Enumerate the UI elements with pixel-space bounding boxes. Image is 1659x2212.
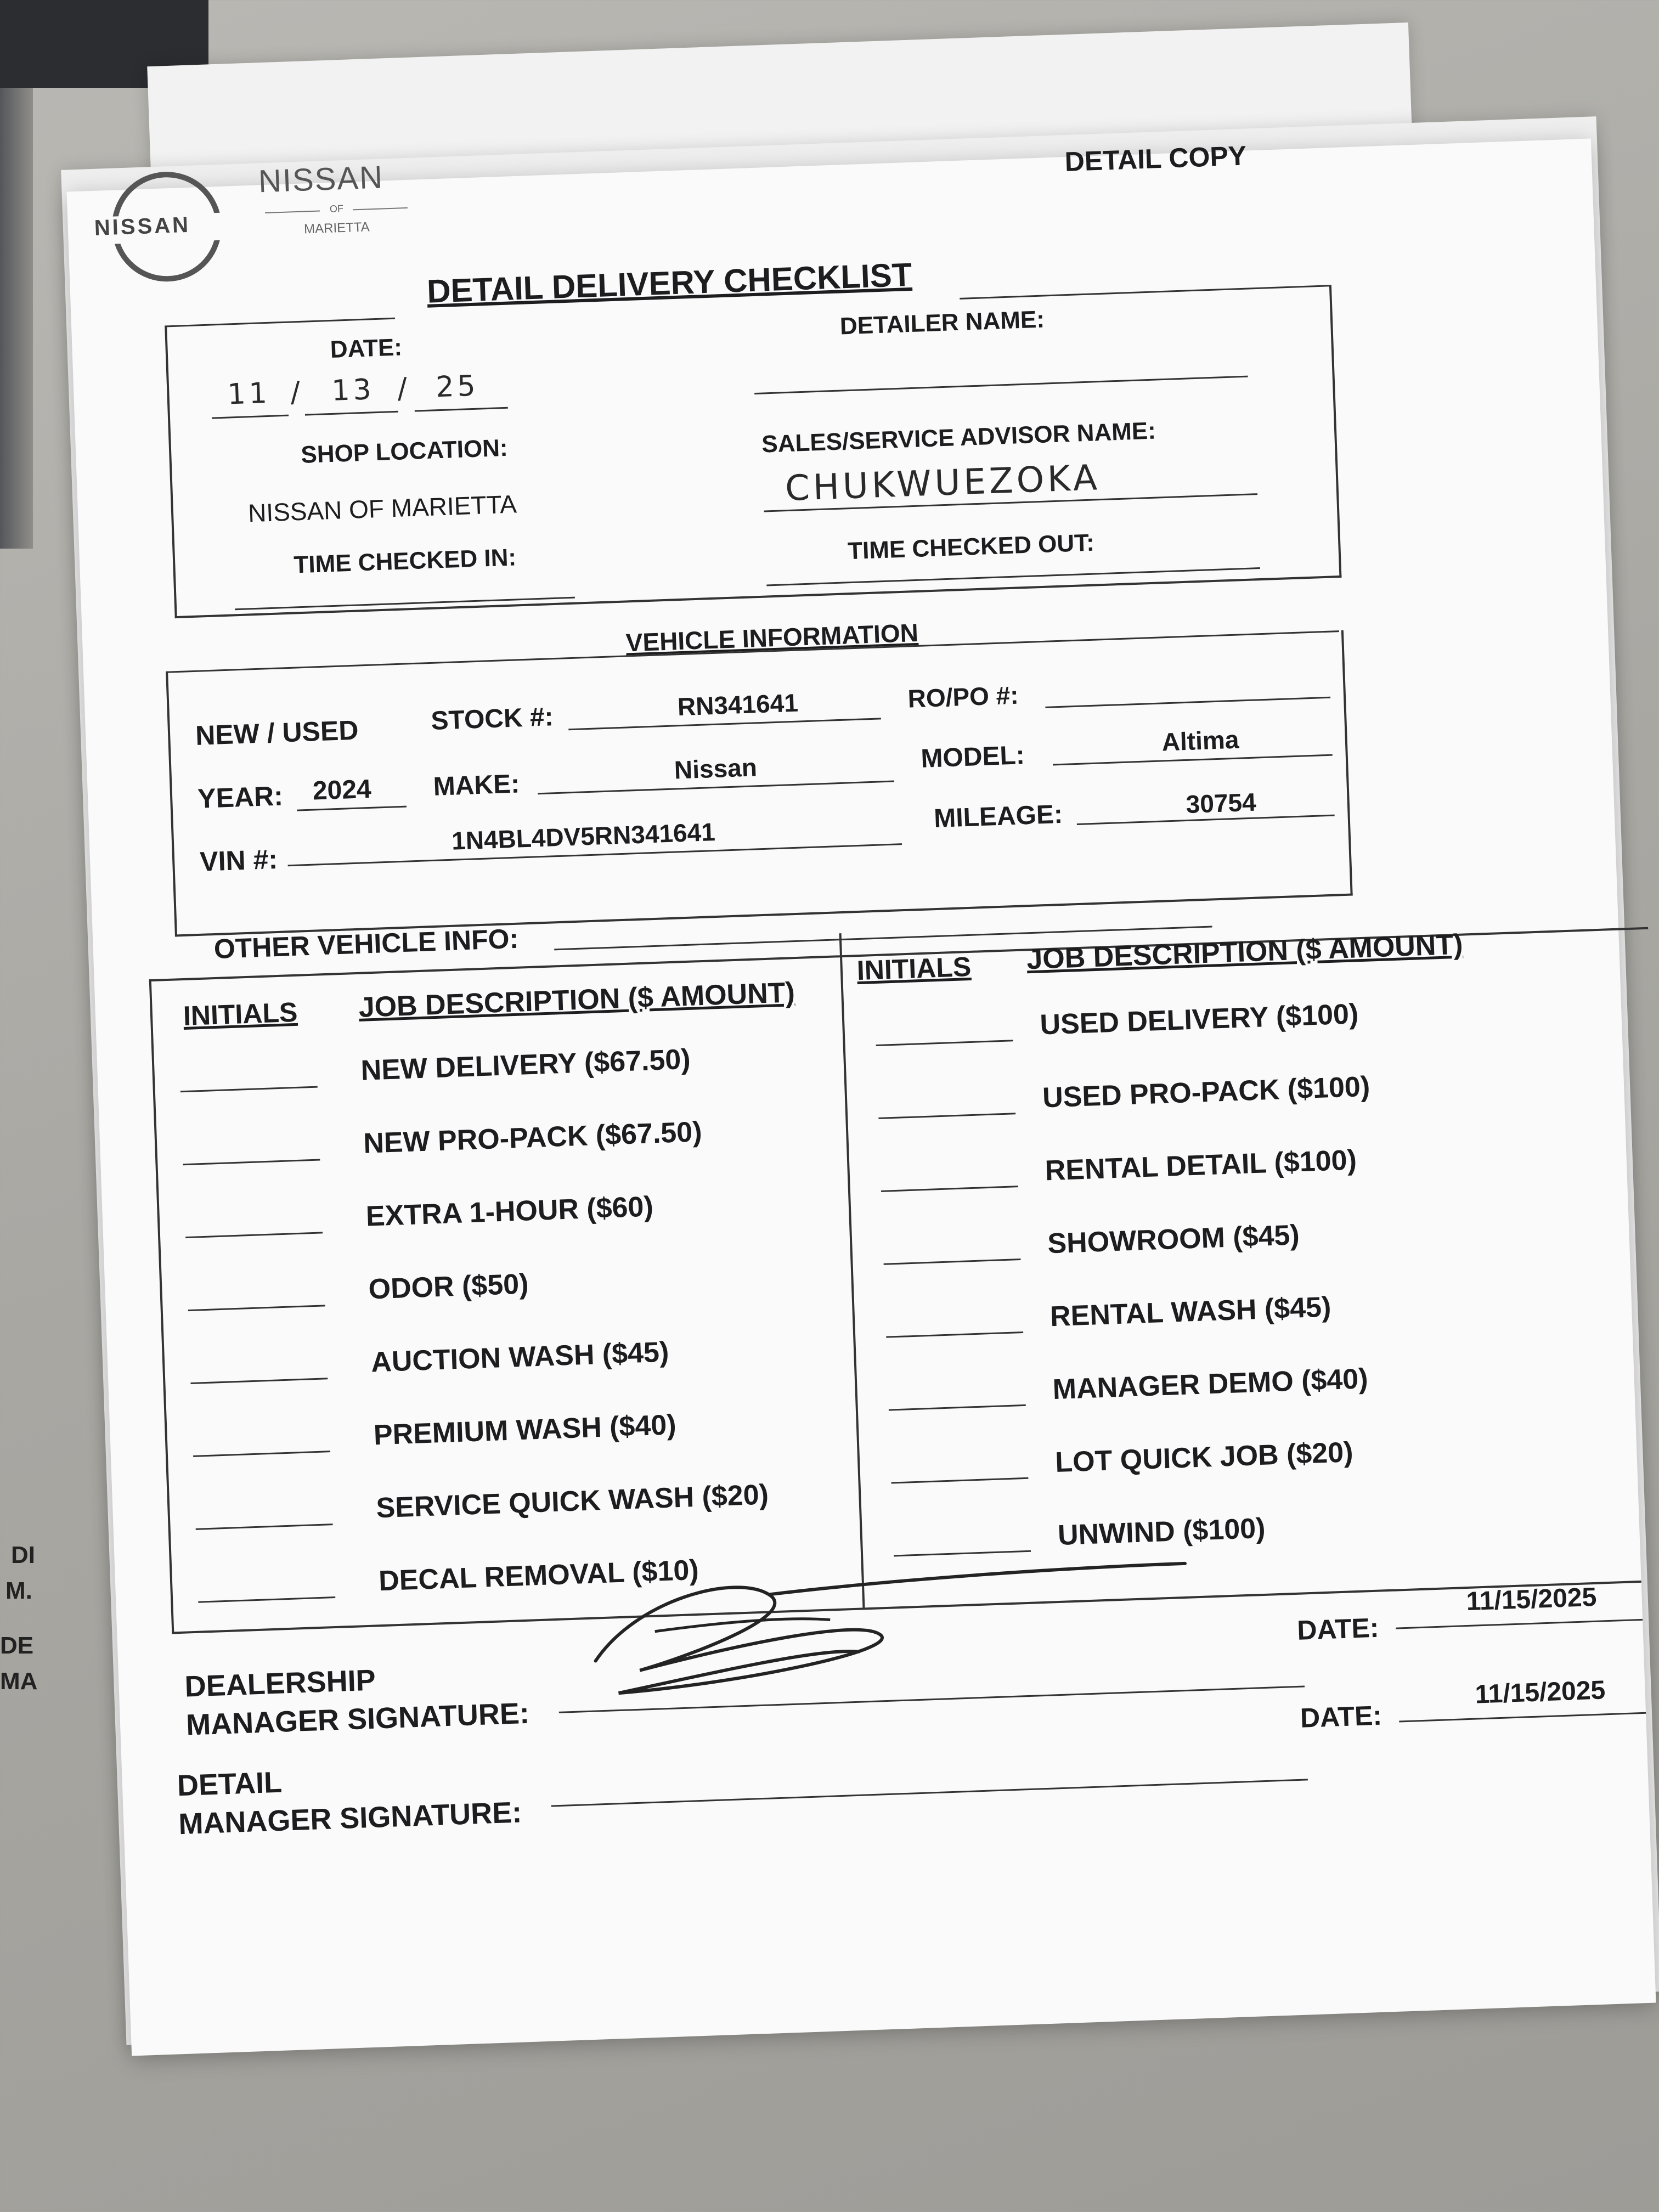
detail-date-value: 11/15/2025 [1474, 1675, 1606, 1709]
vin-label: VIN #: [199, 843, 278, 877]
page-title: DETAIL DELIVERY CHECKLIST [426, 256, 913, 310]
vehicle-section-title: VEHICLE INFORMATION [625, 618, 919, 657]
shop-location-value: NISSAN OF MARIETTA [247, 489, 517, 528]
job-item: RENTAL DETAIL ($100) [1044, 1144, 1357, 1187]
job-item: RENTAL WASH ($45) [1049, 1291, 1332, 1333]
job-item: SERVICE QUICK WASH ($20) [375, 1479, 769, 1525]
initials-header-left: INITIALS [183, 996, 298, 1032]
mileage-label: MILEAGE: [933, 799, 1063, 834]
model-value: Altima [1161, 725, 1240, 757]
stock-label: STOCK #: [430, 702, 554, 736]
detail-date-label: DATE: [1300, 1700, 1383, 1734]
make-label: MAKE: [432, 769, 520, 802]
detail-label-line2: MANAGER SIGNATURE: [178, 1796, 523, 1841]
detailer-name-label: DETAILER NAME: [839, 306, 1045, 340]
year-label: YEAR: [197, 780, 284, 814]
job-item: NEW PRO-PACK ($67.50) [363, 1116, 703, 1160]
brand-of: OF [329, 202, 344, 215]
ro-po-label: RO/PO #: [907, 680, 1019, 713]
initials-header-right: INITIALS [856, 951, 972, 986]
model-label: MODEL: [920, 741, 1025, 774]
checklist-document: NISSAN NISSAN OF MARIETTA DETAIL COPY DETAIL DELIVERY CHECKLIST DATE: 11 / 13 / 25 DETAILER NAME: SHOP LOCATION: NISSAN OF MARIETTA SALES/SERVICE ADVISOR NAME: CHUKWUEZOKA TIME CHECKED IN: TIME CHECKED OUT: VEHICLE INFORMATION NEW / USED STOCK #: RN341641 RO/PO #: YEAR: 2024 MAKE: Nissan MODEL: Altima VIN #: 1N4BL4DV5RN341641 MILEAGE: 30754 OTHER VEHICLE INFO: INITIALS JOB DESCRIPTION ($ AMOUNT) INITIALS JOB DESCRIPTION ($ AMOUNT) NEW DELIVERY ($67.50) NEW PRO-PACK ($67.50) EXTRA 1-HOUR ($60) ODOR ($50) AUCTION WASH ($45) PREMIUM WASH ($40) SERVICE QUICK WASH ($20) DECAL REMOVAL ($10) USED DELIVERY ($100) USED PRO-PACK ($100) RENTAL DETAIL ($100) SHOWROOM ($45) RENTAL WASH ($45) MANAGER DEMO ($40) LOT QUICK JOB ($20) UNWIND ($100) DEALERSHIP MANAGER SIGNATURE: DATE: 11/15/2025 DETAIL MANAGER SIGNATURE: DATE: 11/15/2025 [67, 139, 1656, 2056]
year-value: 2024 [312, 774, 372, 806]
dealership-label-line2: MANAGER SIGNATURE: [185, 1696, 530, 1742]
advisor-name-value: CHUKWUEZOKA [784, 458, 1101, 510]
time-out-label: TIME CHECKED OUT: [847, 529, 1095, 565]
job-item: UNWIND ($100) [1057, 1512, 1266, 1551]
job-item: EXTRA 1-HOUR ($60) [365, 1190, 654, 1233]
job-item: AUCTION WASH ($45) [370, 1336, 670, 1379]
job-item: USED DELIVERY ($100) [1039, 998, 1359, 1041]
job-item: PREMIUM WASH ($40) [373, 1409, 677, 1452]
stock-value: RN341641 [677, 688, 799, 721]
underlying-text-fragment: MA [0, 1668, 38, 1695]
brand-city: MARIETTA [303, 219, 370, 237]
advisor-name-label: SALES/SERVICE ADVISOR NAME: [761, 417, 1156, 458]
job-item: LOT QUICK JOB ($20) [1054, 1436, 1354, 1479]
date-year-value: 25 [435, 369, 479, 404]
underlying-text-fragment: M. [5, 1577, 32, 1604]
job-item: MANAGER DEMO ($40) [1052, 1363, 1369, 1406]
date-label: DATE: [330, 334, 403, 363]
underlying-text-fragment: DI [11, 1542, 35, 1568]
make-value: Nissan [674, 753, 758, 785]
brand-name: NISSAN [257, 159, 385, 200]
job-header-left: JOB DESCRIPTION ($ AMOUNT) [358, 977, 795, 1024]
job-item: ODOR ($50) [368, 1268, 529, 1306]
dealership-manager-signature [571, 1545, 1233, 1711]
date-month-value: 11 [227, 376, 271, 411]
job-item: SHOWROOM ($45) [1047, 1219, 1300, 1260]
dealership-date-label: DATE: [1296, 1612, 1380, 1646]
new-used-label: NEW / USED [195, 714, 359, 751]
dealership-label-line1: DEALERSHIP [184, 1663, 376, 1703]
vin-value: 1N4BL4DV5RN341641 [451, 817, 716, 855]
date-day-value: 13 [331, 373, 375, 408]
nissan-logo [88, 169, 245, 284]
shop-location-label: SHOP LOCATION: [300, 434, 509, 469]
dealership-date-value: 11/15/2025 [1465, 1582, 1598, 1617]
detail-copy-label: DETAIL COPY [1064, 140, 1248, 178]
other-info-label: OTHER VEHICLE INFO: [213, 923, 520, 965]
job-item: USED PRO-PACK ($100) [1042, 1070, 1371, 1114]
mileage-value: 30754 [1185, 787, 1257, 819]
detail-label-line1: DETAIL [177, 1765, 283, 1803]
job-item: NEW DELIVERY ($67.50) [360, 1043, 691, 1087]
nissan-logo-word: NISSAN [94, 212, 191, 240]
job-header-right: JOB DESCRIPTION ($ AMOUNT) [1026, 928, 1464, 976]
job-item: DECAL REMOVAL ($10) [378, 1554, 699, 1598]
time-in-label: TIME CHECKED IN: [293, 544, 517, 579]
underlying-text-fragment: DE [0, 1632, 34, 1659]
detail-signature-line [551, 1779, 1308, 1807]
